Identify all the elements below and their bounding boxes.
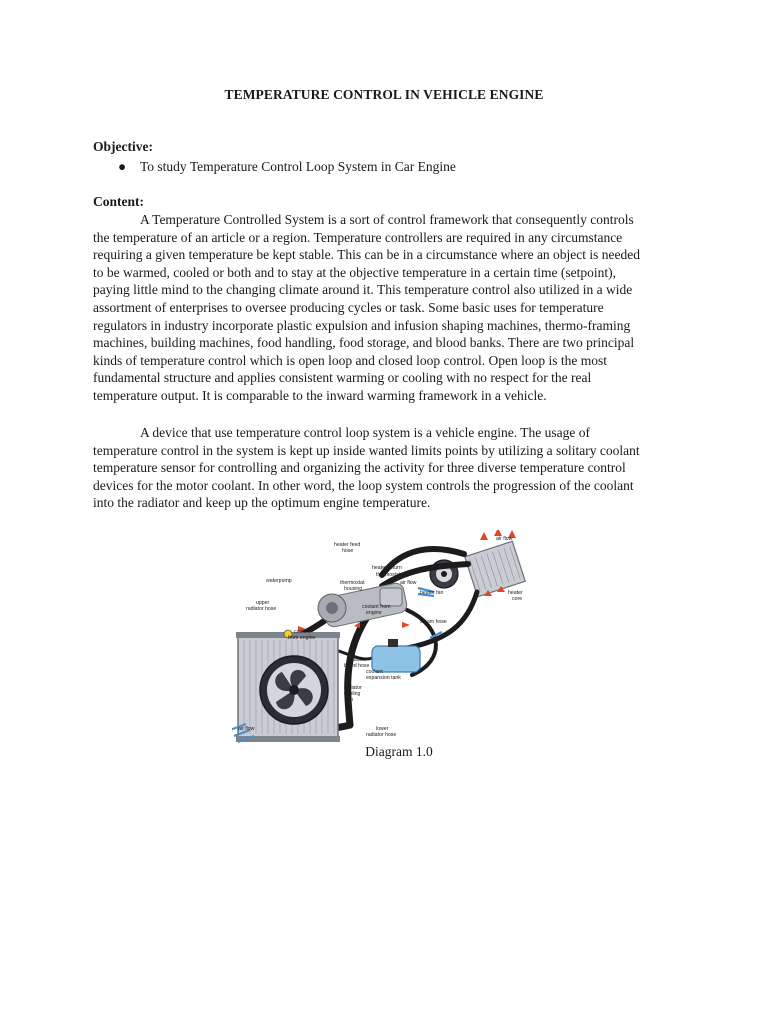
label-air-flow-top: air flow (496, 536, 513, 542)
label-radiator-bleed-hose-2: bleed hose (344, 663, 370, 669)
paragraph-line: kinds of temperature control which is open loop and closed loop control. Open loop is the most (93, 352, 608, 368)
label-coolant-from-engine-right: coolant from (362, 604, 391, 610)
label-lower-radiator-hose-2: radiator hose (366, 732, 397, 738)
engine-cooling-diagram (232, 530, 532, 745)
paragraph-line: to be warmed, cooled or both and to stay at the objective temperature in a certain time (setpoint), (93, 264, 616, 280)
label-radiator-cooling-fan: radiator (344, 685, 362, 691)
paragraph-line: the temperature of an article or a region. Temperature controllers are required in any circumstance (93, 229, 623, 245)
diagram-caption-text: Diagram 1.0 (365, 744, 433, 759)
label-heater-feed-hose-2: hose (342, 548, 354, 554)
paragraph-line: temperature output. It is comparable to the inward warming framework in a vehicle. (93, 387, 547, 403)
document-title: TEMPERATURE CONTROL IN VEHICLE ENGINE (224, 87, 544, 102)
paragraph-line: machines, building machines, food handling, food storage, and blood banks. There are two principal (93, 335, 635, 351)
label-heater-core: heater (508, 590, 523, 596)
paragraph-line: devices for the motor coolant. In other word, the loop system controls the progression of the coolant (93, 477, 634, 493)
label-coolant-expansion-tank-2: expansion tank (366, 675, 401, 681)
label-air-flow-mid: air flow (400, 580, 417, 586)
paragraph-line: A Temperature Controlled System is a sort of control framework that consequently controls (140, 212, 634, 227)
label-heater-return: heater return (372, 565, 402, 571)
label-heater-core-2: core (512, 596, 523, 602)
label-heater-fan: heater fan (420, 590, 444, 596)
paragraph-line: fundamental structure and applies consistent warming or cooling with no respect for the real (93, 370, 592, 386)
paragraph-1 (93, 211, 671, 405)
label-lower-radiator-hose: lower (376, 726, 389, 732)
paragraph-line: temperature sensor for controlling and organizing the activity for three diverse temperature control (93, 460, 626, 476)
radiator-cooling-fan (260, 656, 328, 724)
label-coolant-from-engine-left-2: from engine (288, 635, 316, 641)
label-coolant-from-engine-left: coolant (294, 629, 311, 635)
label-upper-radiator-hose-2: radiator hose (246, 606, 277, 612)
objective-bullet-item (118, 159, 456, 175)
paragraph-line: assortment of enterprises to oversee producing cycles or task. Some basic uses for temperature (93, 299, 604, 315)
paragraph-line: regulators in industry incorporate plastic expulsion and infusion shaping machines, thermo-framing (93, 317, 631, 333)
content-heading: Content: (93, 194, 144, 209)
label-waterpump: waterpump (266, 578, 292, 584)
label-coolant-expansion-tank: coolant (366, 669, 383, 675)
label-air-flow-bottom: air flow (238, 726, 255, 732)
paragraph-line: into the radiator and keep up the optimum engine temperature. (93, 495, 431, 511)
label-heater-feed-hose: heater feed (334, 542, 361, 548)
heater-core (465, 541, 526, 596)
paragraph-line: paying little mind to the changing climate around it. This temperature control also utilized in a wide (93, 282, 633, 298)
bullet-icon: ● (118, 159, 127, 174)
paragraph-line: temperature control in the system is kept up inside wanted limits points by utilizing a solitary coolant (93, 442, 640, 458)
label-radiator-cooling-fan-2: cooling (344, 691, 361, 697)
paragraph-line: A device that use temperature control loop system is a vehicle engine. The usage of (140, 425, 590, 440)
label-upper-radiator-hose: upper (256, 600, 270, 606)
objective-heading: Objective: (93, 139, 153, 154)
paragraph-2 (93, 424, 671, 512)
objective-bullet-text: To study Temperature Control Loop System in Car Engine (140, 159, 456, 174)
label-thermostat: thermostat (376, 572, 401, 578)
label-steam-hose: steam hose (420, 619, 447, 625)
label-radiator-bleed-hose: radiator (348, 657, 366, 663)
label-coolant-from-engine-right-2: engine (366, 610, 382, 616)
label-thermostat-housing-2: housing (344, 586, 363, 592)
diagram-caption (0, 744, 768, 760)
label-radiator-cooling-fan-3: fan (346, 697, 354, 703)
coolant-expansion-tank (372, 639, 420, 672)
label-thermostat-housing: thermostat (340, 580, 365, 586)
paragraph-line: requiring a given temperature be kept stable. This can be in a circumstance where an object is needed (93, 247, 641, 263)
